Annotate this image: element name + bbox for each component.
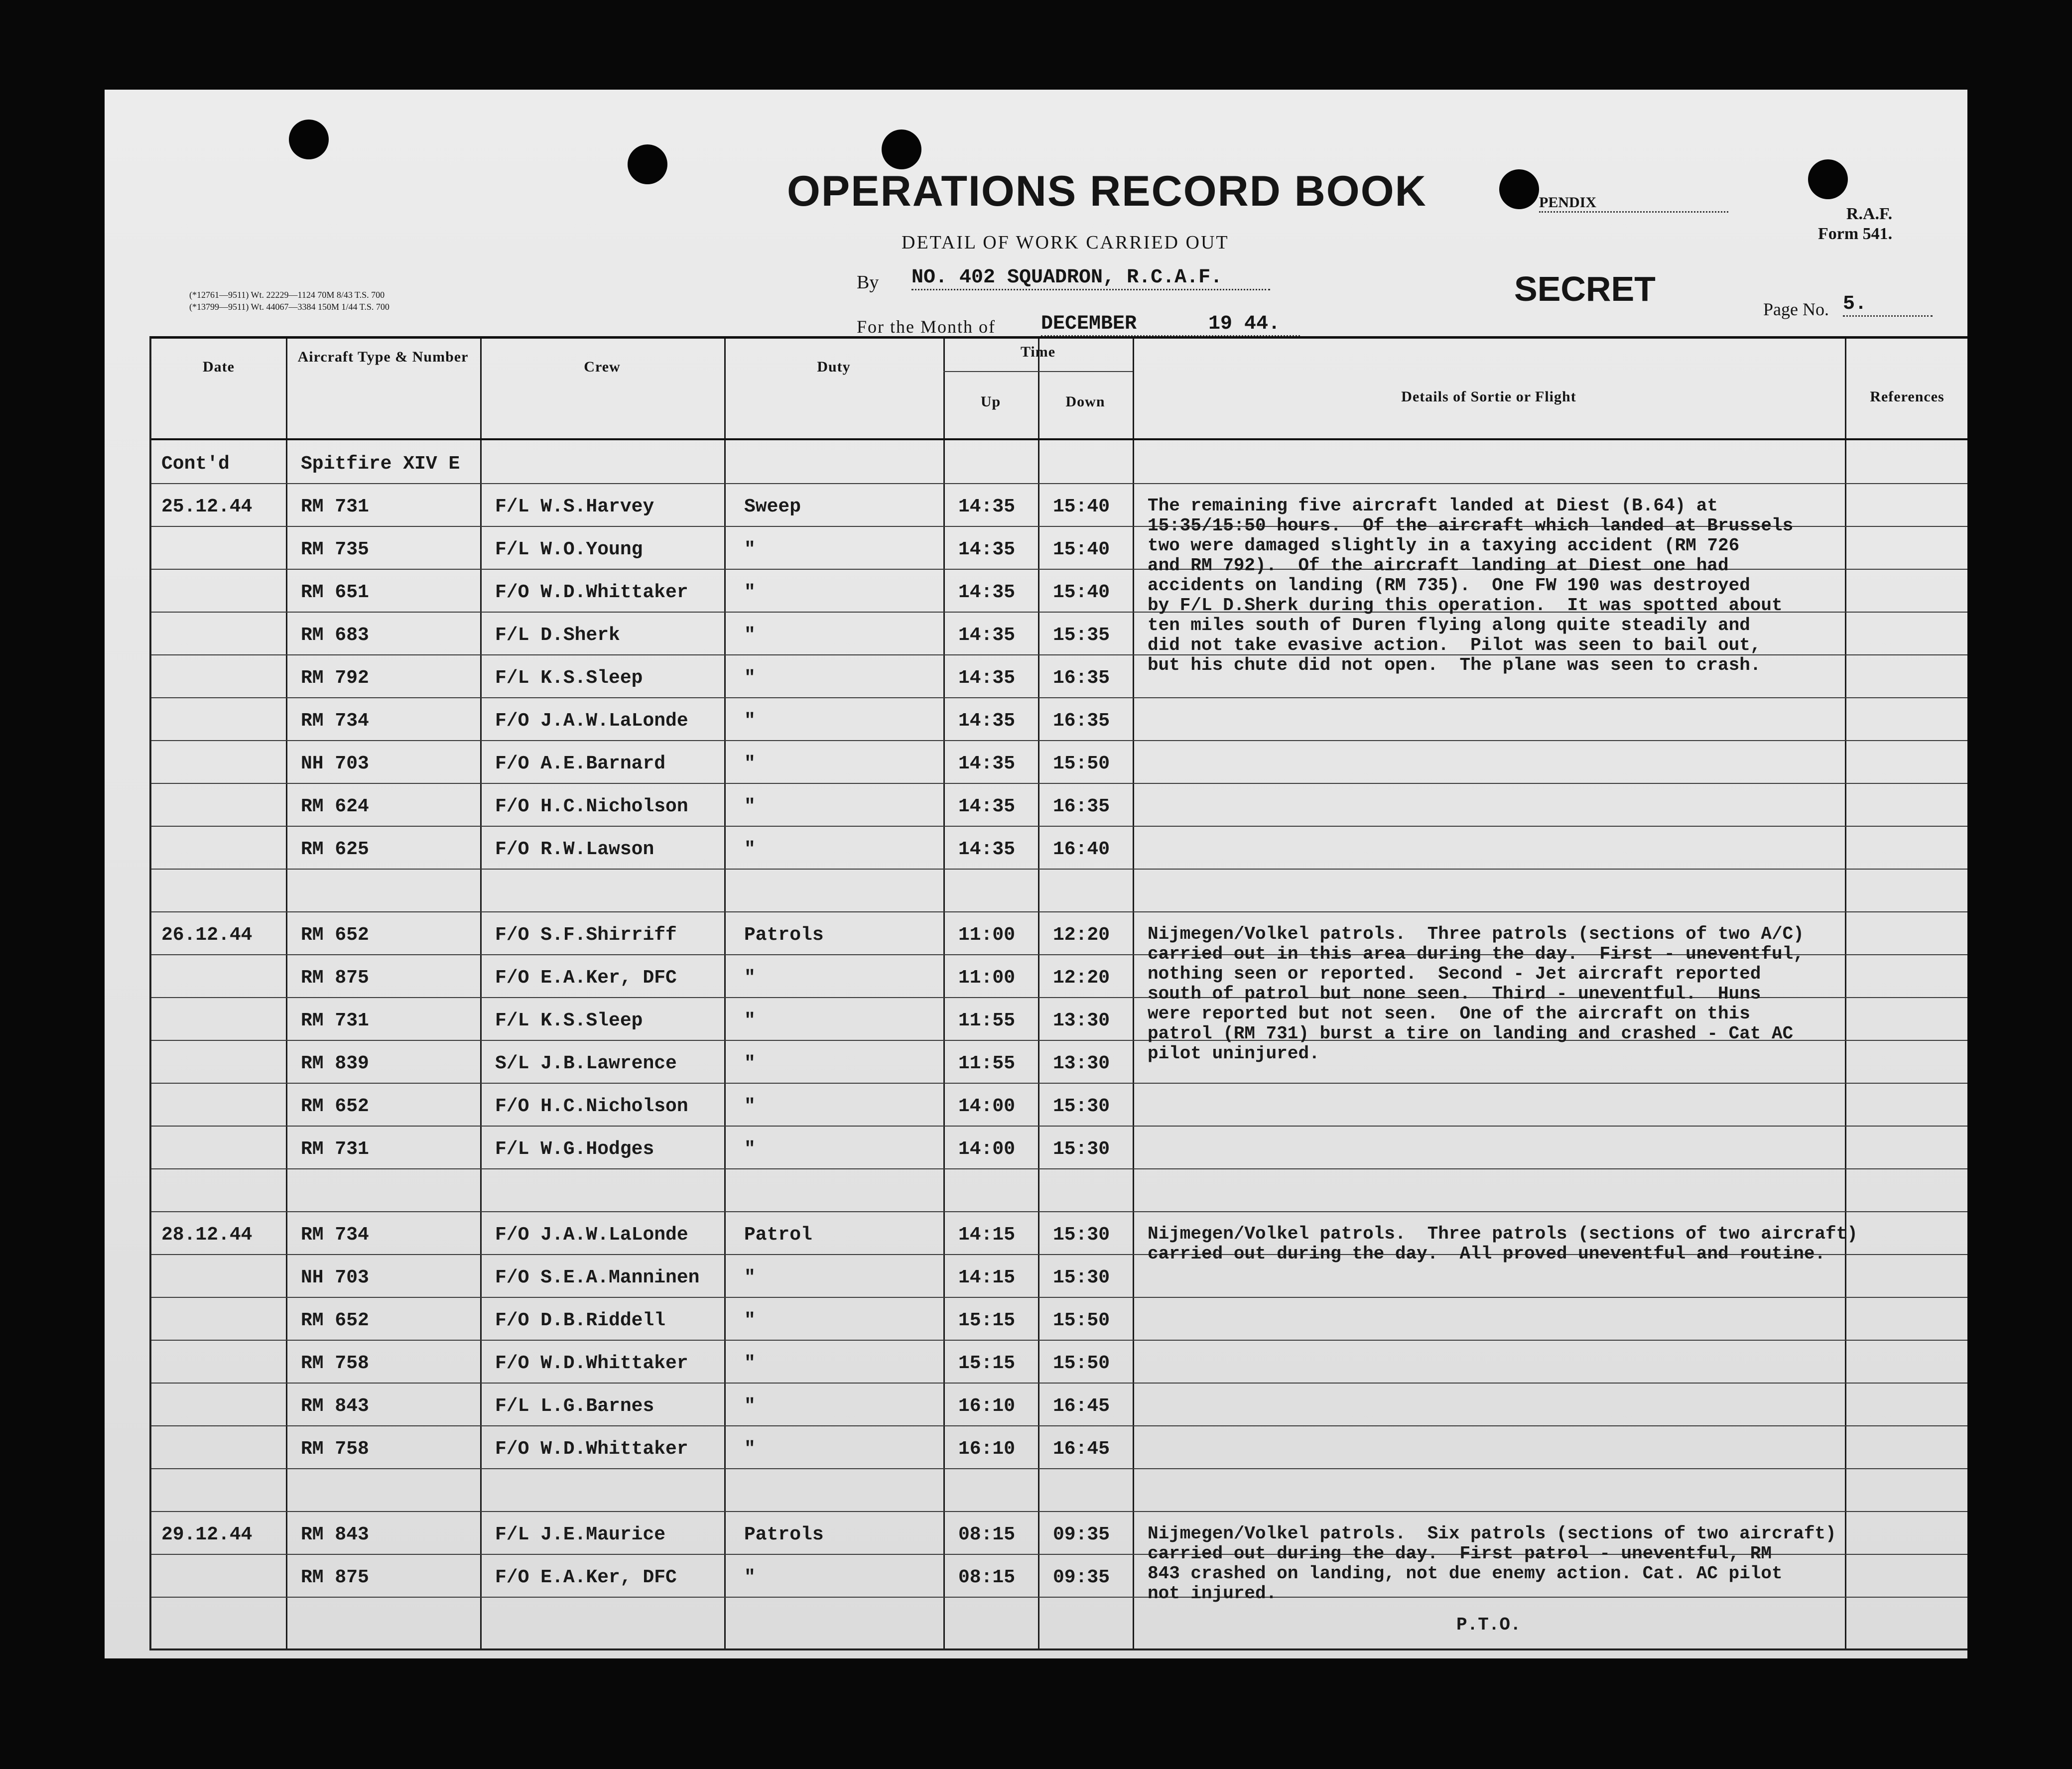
- row-rule: [151, 1383, 1967, 1384]
- row-aircraft: Spitfire XIV E: [301, 453, 460, 475]
- row-time-up: 08:15: [958, 1567, 1016, 1588]
- row-time-up: 14:35: [958, 710, 1016, 732]
- column-rule: [1038, 339, 1039, 1648]
- row-time-down: 09:35: [1053, 1567, 1110, 1588]
- year-value: 19 44.: [1208, 313, 1281, 335]
- row-crew: F/L W.S.Harvey: [495, 496, 654, 517]
- row-crew: F/O R.W.Lawson: [495, 839, 654, 860]
- row-time-up: 14:35: [958, 796, 1016, 817]
- column-rule: [1845, 339, 1846, 1648]
- row-aircraft: RM 875: [301, 1567, 369, 1588]
- row-crew: F/L K.S.Sleep: [495, 1010, 643, 1031]
- row-date: 28.12.44: [161, 1224, 253, 1246]
- row-time-down: 16:35: [1053, 667, 1110, 689]
- row-duty: ": [744, 539, 756, 560]
- row-rule: [151, 1425, 1967, 1426]
- row-duty: ": [744, 1010, 756, 1031]
- form-header: [105, 90, 1967, 359]
- column-header-aircraft: Aircraft Type & Number: [297, 349, 469, 365]
- row-rule: [151, 911, 1967, 912]
- row-duty: ": [744, 1567, 756, 1588]
- row-rule: [151, 1340, 1967, 1341]
- row-time-up: 15:15: [958, 1310, 1016, 1331]
- row-aircraft: NH 703: [301, 753, 369, 774]
- row-duty: ": [744, 1353, 756, 1374]
- header-rule: [151, 438, 1967, 440]
- row-rule: [151, 697, 1967, 698]
- row-crew: F/O S.F.Shirriff: [495, 924, 677, 946]
- book-title: OPERATIONS RECORD BOOK: [787, 167, 1427, 215]
- row-aircraft: RM 843: [301, 1395, 369, 1417]
- row-rule: [151, 1297, 1967, 1298]
- column-rule: [724, 339, 726, 1648]
- row-aircraft: RM 875: [301, 967, 369, 989]
- month-label: For the Month of: [857, 317, 996, 337]
- row-crew: F/L K.S.Sleep: [495, 667, 643, 689]
- row-crew: F/L J.E.Maurice: [495, 1524, 666, 1545]
- row-duty: ": [744, 1053, 756, 1074]
- row-duty: ": [744, 1310, 756, 1331]
- secret-stamp: SECRET: [1514, 269, 1656, 308]
- row-duty: ": [744, 625, 756, 646]
- by-label: By: [857, 272, 879, 293]
- column-header-crew: Crew: [584, 359, 621, 375]
- row-aircraft: RM 624: [301, 796, 369, 817]
- row-duty: ": [744, 1138, 756, 1160]
- squadron-name: NO. 402 SQUADRON, R.C.A.F.: [911, 266, 1270, 290]
- row-aircraft: RM 731: [301, 1138, 369, 1160]
- row-time-up: 14:35: [958, 496, 1016, 517]
- row-aircraft: RM 734: [301, 1224, 369, 1246]
- sortie-details: Nijmegen/Volkel patrols. Six patrols (sections of two aircraft) carried out during the day. First patrol - uneventful, RM 843 crashed on landing, not due enemy action. Cat. AC pilot not injured.: [1148, 1523, 1836, 1604]
- column-header-up: Up: [980, 393, 1001, 410]
- row-time-up: 14:15: [958, 1267, 1016, 1288]
- column-header-down: Down: [1065, 393, 1105, 410]
- row-rule: [151, 1511, 1967, 1512]
- row-rule: [151, 740, 1967, 741]
- row-time-up: 14:35: [958, 539, 1016, 560]
- form-number-label: Form 541.: [1818, 225, 1893, 243]
- row-crew: F/O S.E.A.Manninen: [495, 1267, 700, 1288]
- row-time-up: 14:00: [958, 1096, 1016, 1117]
- row-aircraft: RM 758: [301, 1353, 369, 1374]
- row-duty: Patrols: [744, 924, 824, 946]
- row-aircraft: RM 839: [301, 1053, 369, 1074]
- row-aircraft: RM 792: [301, 667, 369, 689]
- row-time-down: 16:45: [1053, 1438, 1110, 1460]
- row-time-up: 15:15: [958, 1353, 1016, 1374]
- row-duty: ": [744, 1267, 756, 1288]
- row-crew: F/L W.O.Young: [495, 539, 643, 560]
- row-aircraft: NH 703: [301, 1267, 369, 1288]
- row-crew: F/O H.C.Nicholson: [495, 796, 688, 817]
- pto-note: P.T.O.: [1456, 1615, 1521, 1635]
- row-duty: ": [744, 1438, 756, 1460]
- row-time-down: 12:20: [1053, 924, 1110, 946]
- row-aircraft: RM 735: [301, 539, 369, 560]
- column-rule: [286, 339, 287, 1648]
- sortie-details: The remaining five aircraft landed at Diest (B.64) at 15:35/15:50 hours. Of the aircraft which landed at Brussels two were damaged slightly in a taxying accident (RM 726 and RM 792). Of the aircraft landing at Diest one had accidents on landing (RM 735). One FW 190 was destroyed by F/L D.Sherk during this operation. It was spotted about ten miles south of Duren flying along quite steadily and did not take evasive action. Pilot was seen to bail out, but his chute did not open. The plane was seen to crash.: [1148, 496, 1794, 675]
- row-duty: ": [744, 582, 756, 603]
- row-aircraft: RM 652: [301, 1310, 369, 1331]
- row-time-down: 15:40: [1053, 496, 1110, 517]
- row-time-down: 15:30: [1053, 1267, 1110, 1288]
- row-crew: F/O W.D.Whittaker: [495, 582, 688, 603]
- row-crew: F/O J.A.W.LaLonde: [495, 1224, 688, 1246]
- row-rule: [151, 1168, 1967, 1169]
- form-subtitle: DETAIL OF WORK CARRIED OUT: [902, 232, 1229, 253]
- row-duty: ": [744, 710, 756, 732]
- column-header-date: Date: [203, 359, 235, 375]
- column-rule: [943, 339, 945, 1648]
- row-duty: ": [744, 796, 756, 817]
- row-time-up: 14:00: [958, 1138, 1016, 1160]
- row-crew: S/L J.B.Lawrence: [495, 1053, 677, 1074]
- row-crew: F/O E.A.Ker, DFC: [495, 967, 677, 989]
- row-rule: [151, 483, 1967, 484]
- row-time-down: 15:30: [1053, 1096, 1110, 1117]
- column-header-references: References: [1870, 388, 1944, 405]
- row-time-down: 12:20: [1053, 967, 1110, 989]
- record-sheet: [105, 90, 1967, 1658]
- row-crew: F/O W.D.Whittaker: [495, 1353, 688, 1374]
- row-duty: ": [744, 839, 756, 860]
- row-date: Cont'd: [161, 453, 230, 475]
- row-time-down: 15:50: [1053, 1353, 1110, 1374]
- row-crew: F/O A.E.Barnard: [495, 753, 666, 774]
- row-rule: [151, 869, 1967, 870]
- row-crew: F/O J.A.W.LaLonde: [495, 710, 688, 732]
- column-header-details: Details of Sortie or Flight: [1401, 388, 1576, 405]
- operations-table: [149, 336, 1967, 1650]
- row-time-down: 16:45: [1053, 1395, 1110, 1417]
- row-time-down: 15:30: [1053, 1224, 1110, 1246]
- month-value: [1041, 313, 1300, 337]
- row-crew: F/L W.G.Hodges: [495, 1138, 654, 1160]
- row-aircraft: RM 731: [301, 496, 369, 517]
- row-aircraft: RM 652: [301, 924, 369, 946]
- row-time-down: 16:35: [1053, 796, 1110, 817]
- row-rule: [151, 826, 1967, 827]
- row-time-up: 16:10: [958, 1438, 1016, 1460]
- row-time-down: 16:35: [1053, 710, 1110, 732]
- row-crew: F/O E.A.Ker, DFC: [495, 1567, 677, 1588]
- row-duty: Sweep: [744, 496, 801, 517]
- row-time-up: 14:35: [958, 839, 1016, 860]
- print-code: [189, 289, 389, 313]
- row-crew: F/L L.G.Barnes: [495, 1395, 654, 1417]
- row-time-up: 11:00: [958, 924, 1016, 946]
- form-number: [1818, 204, 1892, 244]
- page-number: 5.: [1843, 293, 1933, 317]
- row-duty: ": [744, 1395, 756, 1417]
- row-time-up: 14:35: [958, 582, 1016, 603]
- row-date: 25.12.44: [161, 496, 253, 517]
- month-name: DECEMBER: [1041, 313, 1137, 335]
- row-duty: Patrol: [744, 1224, 812, 1246]
- row-rule: [151, 1083, 1967, 1084]
- row-aircraft: RM 683: [301, 625, 369, 646]
- row-time-up: 14:35: [958, 625, 1016, 646]
- sortie-details: Nijmegen/Volkel patrols. Three patrols (sections of two A/C) carried out in this area during the day. First - uneventful, nothing seen or reported. Second - Jet aircraft reported south of patrol but none seen. Third - uneventful. Huns were reported but not seen. One of the aircraft on this patrol (RM 731) burst a tire on landing and crashed - Cat AC pilot uninjured.: [1148, 924, 1804, 1064]
- row-time-down: 09:35: [1053, 1524, 1110, 1545]
- raf-label: R.A.F.: [1846, 205, 1893, 223]
- row-duty: ": [744, 1096, 756, 1117]
- column-header-duty: Duty: [817, 359, 851, 375]
- row-duty: ": [744, 667, 756, 689]
- print-code-line: (*12761—9511) Wt. 22229—1124 70M 8/43 T.S. 700: [189, 290, 385, 300]
- row-date: 26.12.44: [161, 924, 253, 946]
- row-rule: [151, 1211, 1967, 1212]
- row-aircraft: RM 843: [301, 1524, 369, 1545]
- row-aircraft: RM 625: [301, 839, 369, 860]
- row-time-down: 15:50: [1053, 1310, 1110, 1331]
- row-duty: Patrols: [744, 1524, 824, 1545]
- row-crew: F/L D.Sherk: [495, 625, 620, 646]
- row-time-up: 08:15: [958, 1524, 1016, 1545]
- appendix-label: PENDIX: [1539, 194, 1728, 213]
- row-time-down: 15:40: [1053, 539, 1110, 560]
- row-crew: F/O H.C.Nicholson: [495, 1096, 688, 1117]
- row-rule: [151, 783, 1967, 784]
- row-rule: [151, 1468, 1967, 1469]
- row-time-up: 11:55: [958, 1010, 1016, 1031]
- row-time-down: 13:30: [1053, 1053, 1110, 1074]
- row-aircraft: RM 734: [301, 710, 369, 732]
- row-time-down: 15:35: [1053, 625, 1110, 646]
- row-time-down: 15:30: [1053, 1138, 1110, 1160]
- row-aircraft: RM 731: [301, 1010, 369, 1031]
- row-aircraft: RM 758: [301, 1438, 369, 1460]
- print-code-line: (*13799—9511) Wt. 44067—3384 150M 1/44 T.S. 700: [189, 302, 389, 312]
- row-time-up: 14:35: [958, 667, 1016, 689]
- row-time-up: 16:10: [958, 1395, 1016, 1417]
- column-rule: [480, 339, 482, 1648]
- column-rule: [1133, 339, 1134, 1648]
- row-time-up: 14:35: [958, 753, 1016, 774]
- row-time-down: 16:40: [1053, 839, 1110, 860]
- row-time-down: 15:40: [1053, 582, 1110, 603]
- time-subheader-rule: [943, 371, 1133, 372]
- row-duty: ": [744, 753, 756, 774]
- row-time-up: 14:15: [958, 1224, 1016, 1246]
- row-time-up: 11:00: [958, 967, 1016, 989]
- row-time-down: 13:30: [1053, 1010, 1110, 1031]
- row-date: 29.12.44: [161, 1524, 253, 1545]
- page-label: Page No.: [1763, 299, 1829, 319]
- row-aircraft: RM 651: [301, 582, 369, 603]
- row-crew: F/O D.B.Riddell: [495, 1310, 666, 1331]
- row-rule: [151, 1126, 1967, 1127]
- row-time-down: 15:50: [1053, 753, 1110, 774]
- column-header-time: Time: [1020, 344, 1056, 360]
- sortie-details: Nijmegen/Volkel patrols. Three patrols (sections of two aircraft) carried out during the day. All proved uneventful and routine.: [1148, 1224, 1858, 1264]
- row-aircraft: RM 652: [301, 1096, 369, 1117]
- row-duty: ": [744, 967, 756, 989]
- row-crew: F/O W.D.Whittaker: [495, 1438, 688, 1460]
- row-time-up: 11:55: [958, 1053, 1016, 1074]
